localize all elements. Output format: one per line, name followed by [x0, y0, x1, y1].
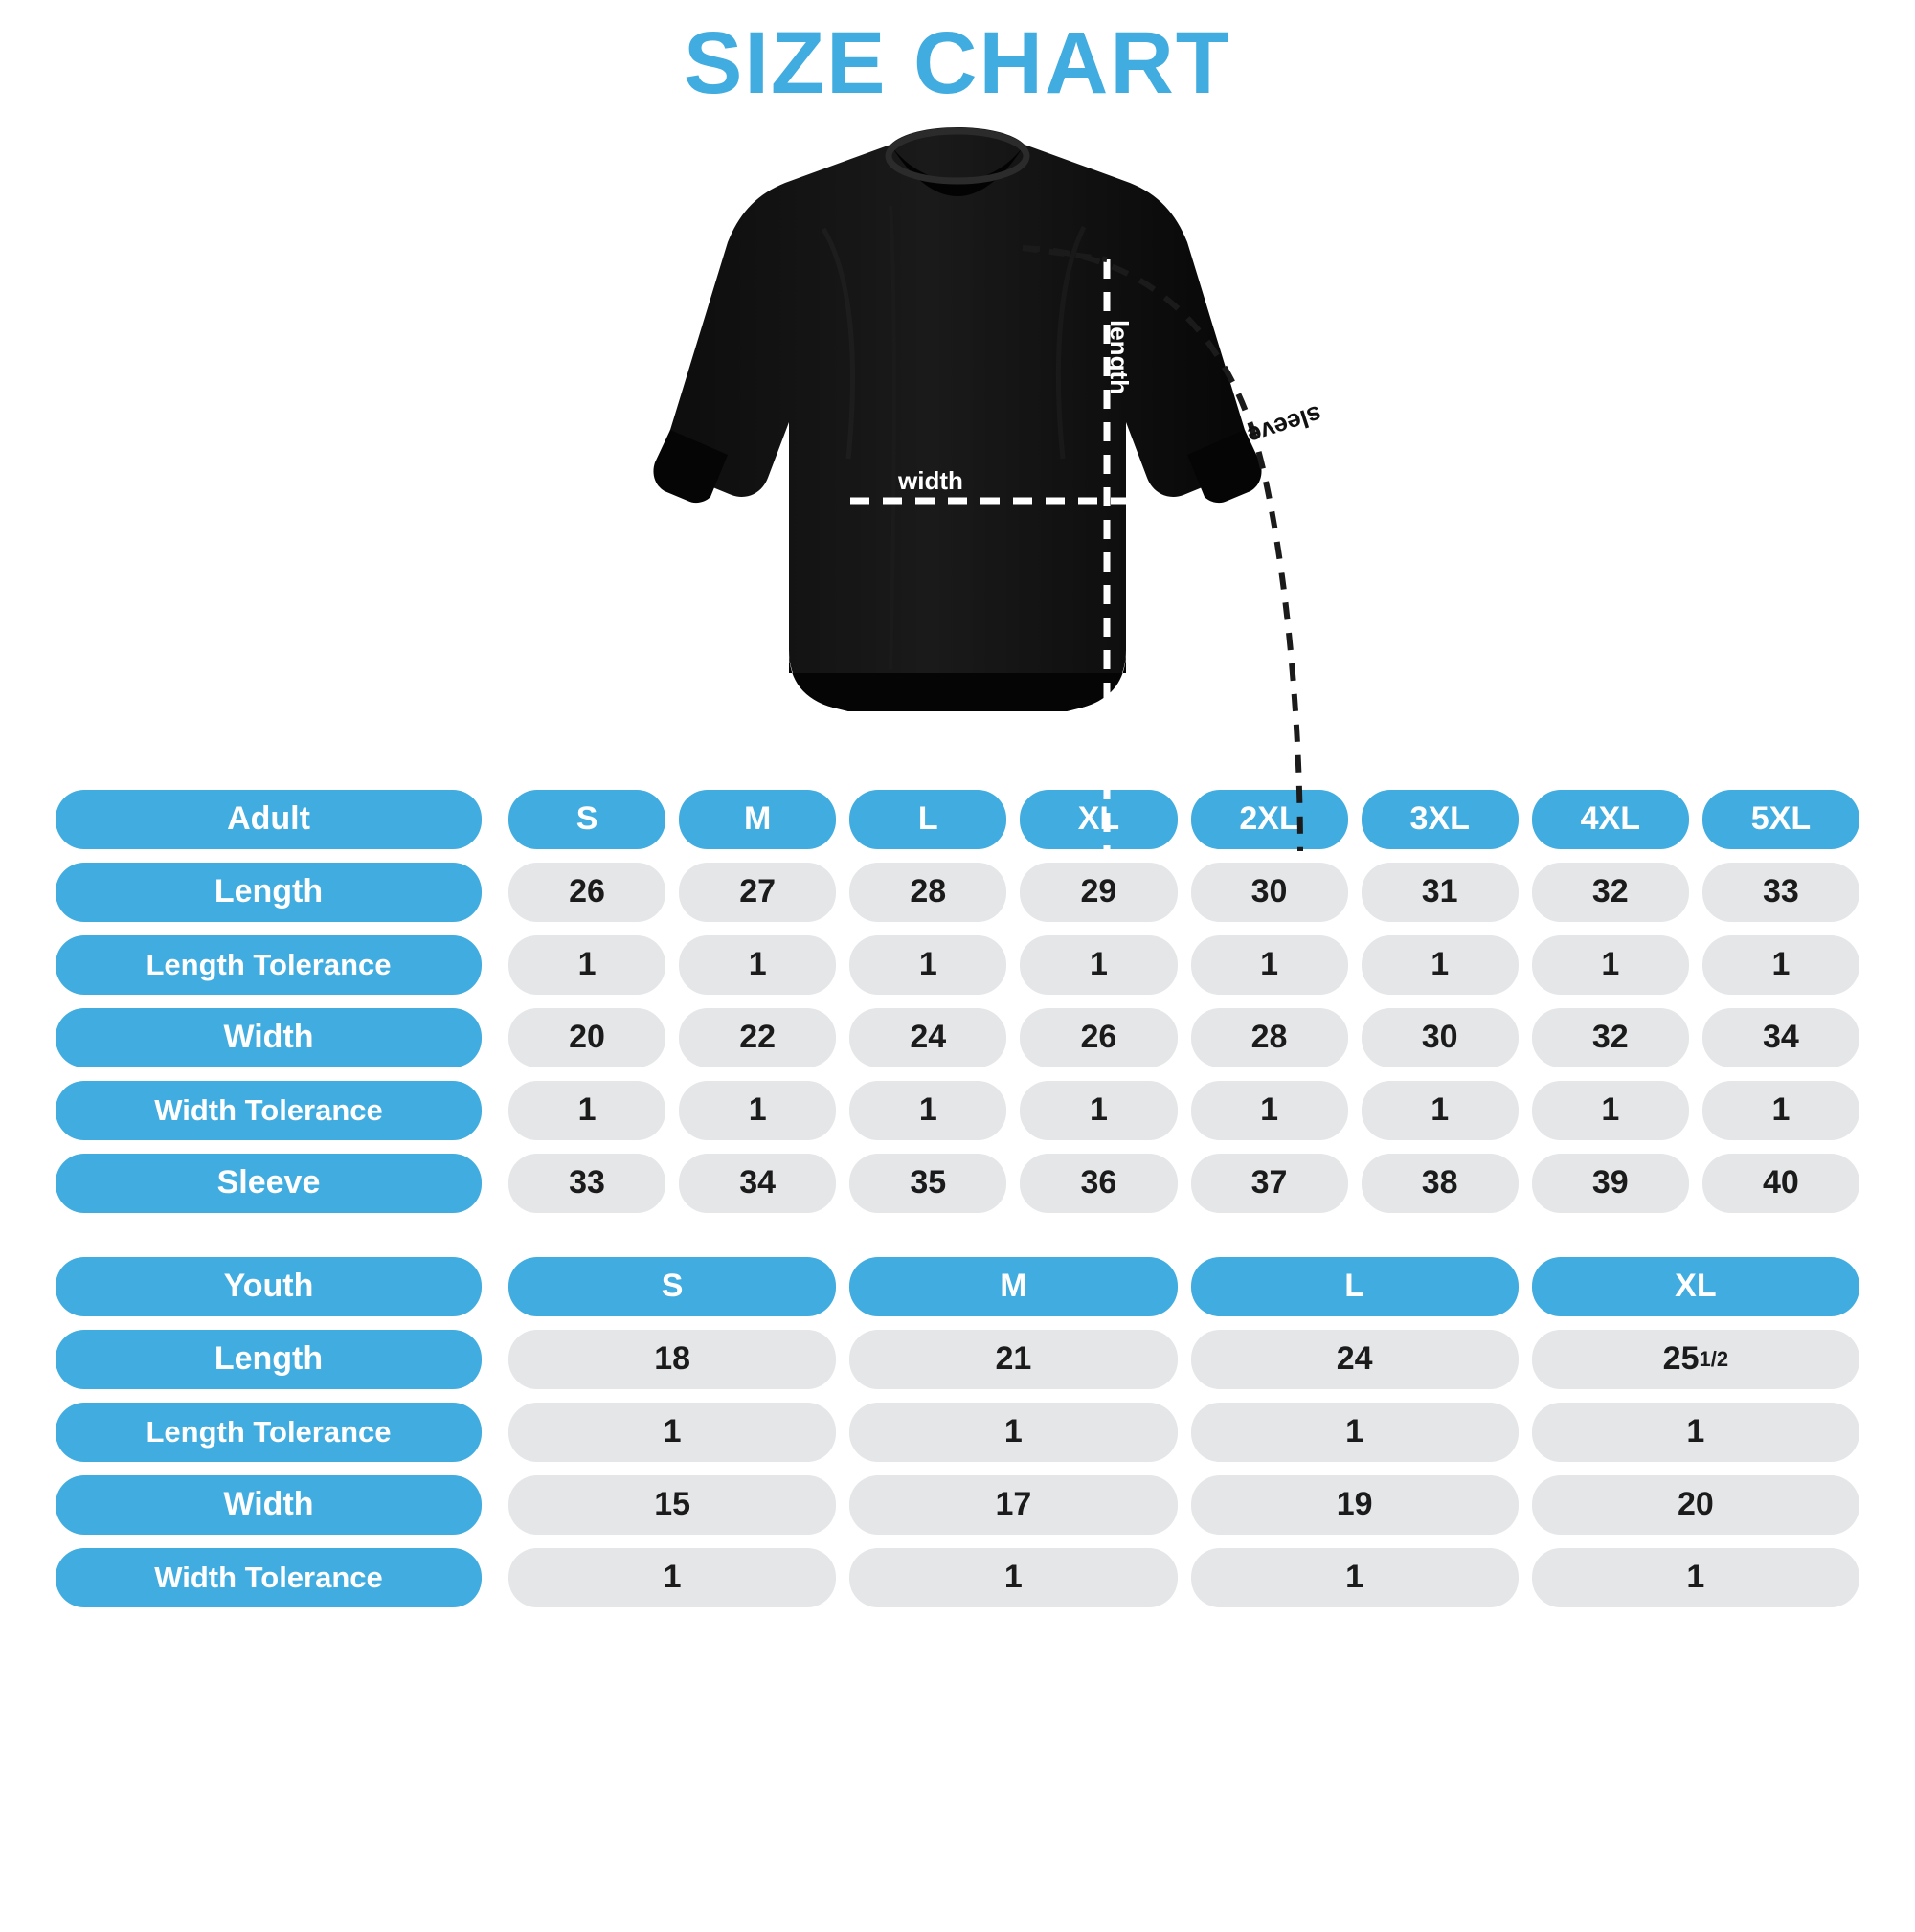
table-cell: 26 [1020, 1008, 1177, 1067]
table-cell: 29 [1020, 863, 1177, 922]
table-cell: 1 [1191, 1081, 1348, 1140]
table-cell: 1 [508, 935, 665, 995]
table-cell: 33 [508, 1154, 665, 1213]
table-cell: 1 [1191, 1403, 1519, 1462]
table-cell: 1 [679, 935, 836, 995]
row-label: Sleeve [56, 1154, 482, 1213]
column-header: L [1191, 1257, 1519, 1316]
table-cell: 1 [679, 1081, 836, 1140]
table-row [56, 863, 1859, 922]
table-cell: 39 [1532, 1154, 1689, 1213]
table-cell: 1 [1362, 935, 1519, 995]
table-cell: 1 [1532, 1081, 1689, 1140]
table-cell: 34 [679, 1154, 836, 1213]
table-cell: 20 [1532, 1475, 1859, 1535]
column-header: 5XL [1702, 790, 1859, 849]
column-header: S [508, 1257, 836, 1316]
table-header-row [56, 790, 1859, 849]
column-header: 4XL [1532, 790, 1689, 849]
table-cell: 1 [1191, 935, 1348, 995]
table-cell: 1 [1702, 935, 1859, 995]
measurement-guides [56, 114, 1915, 784]
table-cell: 33 [1702, 863, 1859, 922]
table-cell: 37 [1191, 1154, 1348, 1213]
adult-size-table [56, 790, 1859, 1213]
table-cell: 1 [1362, 1081, 1519, 1140]
table-row [56, 1154, 1859, 1213]
table-cell: 24 [849, 1008, 1006, 1067]
table-cell: 26 [508, 863, 665, 922]
label-sleeve: sleeve [1244, 399, 1326, 451]
table-cell: 36 [1020, 1154, 1177, 1213]
table-row [56, 935, 1859, 995]
page-title: SIZE CHART [684, 14, 1231, 112]
table-row [56, 1548, 1859, 1607]
table-cell: 1 [508, 1403, 836, 1462]
column-header: M [679, 790, 836, 849]
table-cell: 1 [1020, 935, 1177, 995]
row-label: Length [56, 1330, 482, 1389]
row-label: Width [56, 1008, 482, 1067]
table-row [56, 1081, 1859, 1140]
table-cell: 31 [1362, 863, 1519, 922]
column-header: M [849, 1257, 1177, 1316]
table-cell: 27 [679, 863, 836, 922]
table-cell: 28 [1191, 1008, 1348, 1067]
table-cell: 1 [849, 1081, 1006, 1140]
table-row [56, 1475, 1859, 1535]
table-cell: 35 [849, 1154, 1006, 1213]
table-cell: 38 [1362, 1154, 1519, 1213]
table-cell: 1 [1532, 935, 1689, 995]
table-cell: 18 [508, 1330, 836, 1389]
table-cell: 15 [508, 1475, 836, 1535]
row-label: Width Tolerance [56, 1081, 482, 1140]
table-row [56, 1330, 1859, 1389]
row-label: Length [56, 863, 482, 922]
table-cell: 40 [1702, 1154, 1859, 1213]
adult-header-label: Adult [56, 790, 482, 849]
table-header-row [56, 1257, 1859, 1316]
table-cell: 30 [1362, 1008, 1519, 1067]
table-cell: 30 [1191, 863, 1348, 922]
row-label: Width Tolerance [56, 1548, 482, 1607]
table-divider-space [56, 1213, 1859, 1257]
table-row [56, 1403, 1859, 1462]
table-cell: 1 [508, 1081, 665, 1140]
table-cell: 1 [849, 1403, 1177, 1462]
column-header: S [508, 790, 665, 849]
table-cell: 17 [849, 1475, 1177, 1535]
column-header: 2XL [1191, 790, 1348, 849]
table-cell: 1 [1702, 1081, 1859, 1140]
table-cell: 1 [1532, 1403, 1859, 1462]
fraction-half: 1/2 [1699, 1346, 1729, 1371]
table-cell: 1 [849, 935, 1006, 995]
garment-illustration [56, 114, 1859, 784]
table-cell: 19 [1191, 1475, 1519, 1535]
table-cell: 24 [1191, 1330, 1519, 1389]
column-header: XL [1020, 790, 1177, 849]
table-cell: 32 [1532, 863, 1689, 922]
column-header: 3XL [1362, 790, 1519, 849]
table-cell: 1 [1532, 1548, 1859, 1607]
table-cell: 20 [508, 1008, 665, 1067]
table-cell: 1 [1191, 1548, 1519, 1607]
row-label: Length Tolerance [56, 1403, 482, 1462]
table-cell-fraction: 25 1/2 [1532, 1330, 1859, 1389]
size-chart-page [0, 14, 1915, 1932]
table-cell: 1 [1020, 1081, 1177, 1140]
row-label: Width [56, 1475, 482, 1535]
youth-size-table [56, 1257, 1859, 1607]
table-cell: 32 [1532, 1008, 1689, 1067]
label-width: width [898, 465, 963, 495]
table-cell: 1 [508, 1548, 836, 1607]
row-label: Length Tolerance [56, 935, 482, 995]
table-cell: 1 [849, 1548, 1177, 1607]
youth-header-label: Youth [56, 1257, 482, 1316]
label-length: length [1105, 319, 1134, 394]
column-header: L [849, 790, 1006, 849]
table-row [56, 1008, 1859, 1067]
table-cell: 28 [849, 863, 1006, 922]
table-cell: 21 [849, 1330, 1177, 1389]
table-cell: 22 [679, 1008, 836, 1067]
table-cell: 34 [1702, 1008, 1859, 1067]
column-header: XL [1532, 1257, 1859, 1316]
